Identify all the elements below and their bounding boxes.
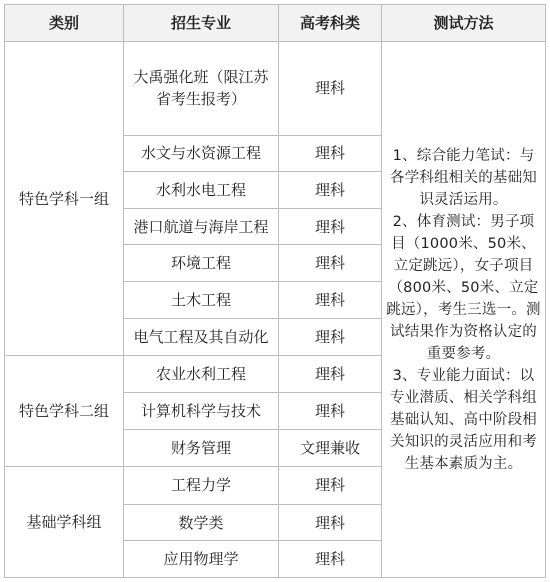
exam-cell: 理科 [279, 208, 382, 245]
header-method: 测试方法 [382, 5, 546, 42]
admission-table [4, 4, 546, 578]
method-item-3: 3、专业能力面试：以专业潜质、相关学科组基础认知、高中阶段相关知识的灵活应用和考生基本素质为主。 [390, 367, 537, 472]
header-category: 类别 [5, 5, 124, 42]
exam-cell: 理科 [279, 467, 382, 505]
major-cell: 水利水电工程 [124, 172, 279, 209]
exam-cell: 文理兼收 [279, 430, 382, 467]
exam-cell: 理科 [279, 318, 382, 356]
major-cell: 农业水利工程 [124, 356, 279, 393]
major-cell: 应用物理学 [124, 541, 279, 578]
exam-cell: 理科 [279, 356, 382, 393]
header-exam: 高考科类 [279, 5, 382, 42]
table-row [5, 42, 546, 136]
exam-cell: 理科 [279, 245, 382, 282]
header-major: 招生专业 [124, 5, 279, 42]
exam-cell: 理科 [279, 42, 382, 136]
major-cell: 工程力学 [124, 467, 279, 505]
major-cell: 水文与水资源工程 [124, 135, 279, 172]
test-method-cell [382, 42, 546, 578]
exam-cell: 理科 [279, 541, 382, 578]
major-cell: 财务管理 [124, 430, 279, 467]
exam-cell: 理科 [279, 392, 382, 430]
exam-cell: 理科 [279, 504, 382, 541]
group-name: 特色学科一组 [5, 42, 124, 356]
major-cell: 土木工程 [124, 282, 279, 319]
exam-cell: 理科 [279, 282, 382, 319]
exam-cell: 理科 [279, 135, 382, 172]
major-cell: 计算机科学与技术 [124, 392, 279, 430]
major-cell: 电气工程及其自动化 [124, 318, 279, 356]
group-name: 基础学科组 [5, 467, 124, 578]
major-cell: 数学类 [124, 504, 279, 541]
header-row [5, 5, 546, 42]
group-name: 特色学科二组 [5, 356, 124, 467]
method-item-2: 2、体育测试：男子项目（1000米、50米、立定跳远），女子项目（800米、50米、立定跳远），考生三选一。测试结果作为资格认定的重要参考。 [386, 213, 541, 362]
major-cell: 环境工程 [124, 245, 279, 282]
exam-cell: 理科 [279, 172, 382, 209]
major-cell: 大禹强化班（限江苏省考生报考） [124, 42, 279, 136]
method-item-1: 1、综合能力笔试：与各学科组相关的基础知识灵活运用。 [390, 147, 537, 208]
major-cell: 港口航道与海岸工程 [124, 208, 279, 245]
